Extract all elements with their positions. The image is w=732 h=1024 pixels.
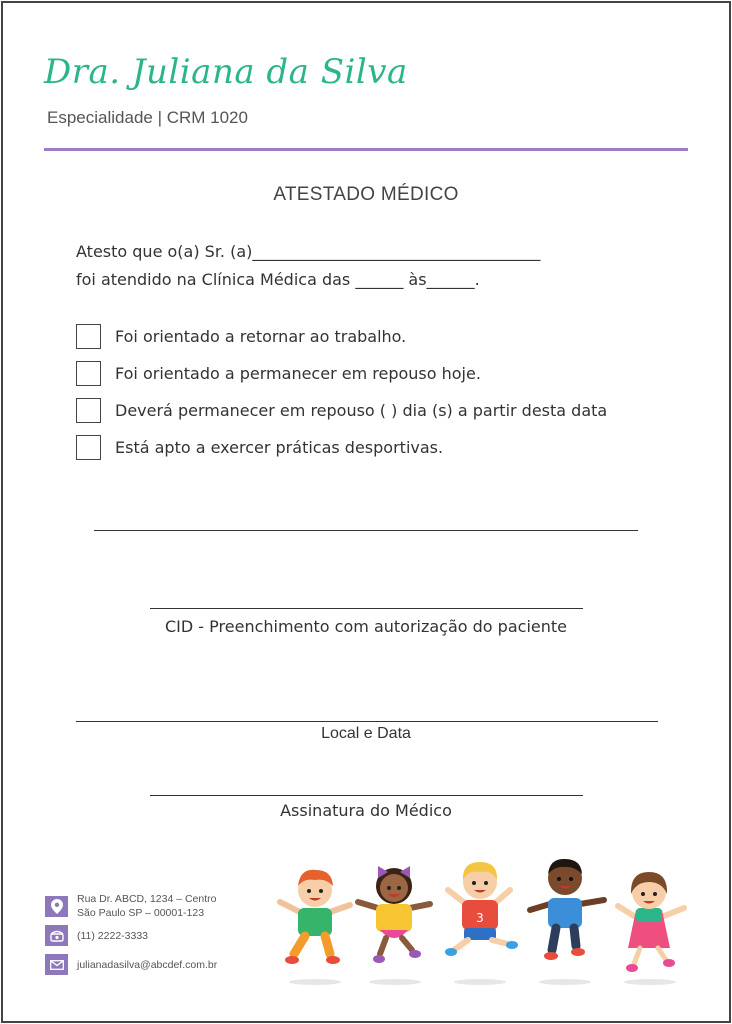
address-line-1: Rua Dr. ABCD, 1234 – Centro xyxy=(77,893,217,905)
cid-line[interactable] xyxy=(150,608,583,609)
phone-icon xyxy=(45,925,68,946)
option-sports-fit[interactable] xyxy=(76,435,443,460)
checkbox[interactable] xyxy=(76,361,101,386)
document-title: ATESTADO MÉDICO xyxy=(273,184,459,205)
attendance-line[interactable]: foi atendido na Clínica Médica das ______ às______. xyxy=(76,270,480,289)
doctor-name: Dra. Juliana da Silva xyxy=(44,52,408,92)
child-4-figure xyxy=(530,859,604,960)
location-pin-icon xyxy=(45,896,68,917)
cid-caption: CID - Preenchimento com autorização do paciente xyxy=(165,617,567,636)
checkbox[interactable] xyxy=(76,324,101,349)
contact-address xyxy=(45,892,217,920)
notes-line[interactable] xyxy=(94,530,638,531)
local-date-line[interactable] xyxy=(76,721,658,722)
phone-number[interactable]: (11) 2222-3333 xyxy=(77,929,149,942)
option-label: Deverá permanecer em repouso ( ) dia (s) a partir desta data xyxy=(115,401,608,420)
contact-email xyxy=(45,954,217,975)
child-2-figure xyxy=(358,866,430,963)
mail-icon xyxy=(45,954,68,975)
option-label: Foi orientado a retornar ao trabalho. xyxy=(115,327,407,346)
option-label: Foi orientado a permanecer em repouso hoje. xyxy=(115,364,481,383)
header-divider xyxy=(44,148,688,151)
child-5-figure xyxy=(618,872,684,972)
local-date-caption: Local e Data xyxy=(321,725,411,742)
signature-caption: Assinatura do Médico xyxy=(280,801,452,820)
specialty-crm: Especialidade | CRM 1020 xyxy=(47,108,248,127)
signature-line[interactable] xyxy=(150,795,583,796)
checkbox[interactable] xyxy=(76,398,101,423)
contact-phone xyxy=(45,925,148,946)
option-rest-today[interactable] xyxy=(76,361,481,386)
option-return-work[interactable] xyxy=(76,324,406,349)
svg-text:3: 3 xyxy=(476,911,484,925)
email-address[interactable]: julianadasilva@abcdef.com.br xyxy=(77,958,218,971)
child-3-figure xyxy=(445,862,518,956)
attest-line[interactable]: Atesto que o(a) Sr. (a)____________________________________ xyxy=(76,242,541,261)
address-line-2: São Paulo SP – 00001-123 xyxy=(77,907,205,919)
child-1-figure xyxy=(280,870,350,964)
checkbox[interactable] xyxy=(76,435,101,460)
option-label: Está apto a exercer práticas desportivas. xyxy=(115,438,444,457)
jumping-children-illustration xyxy=(270,850,700,1000)
option-rest-days[interactable] xyxy=(76,398,607,423)
